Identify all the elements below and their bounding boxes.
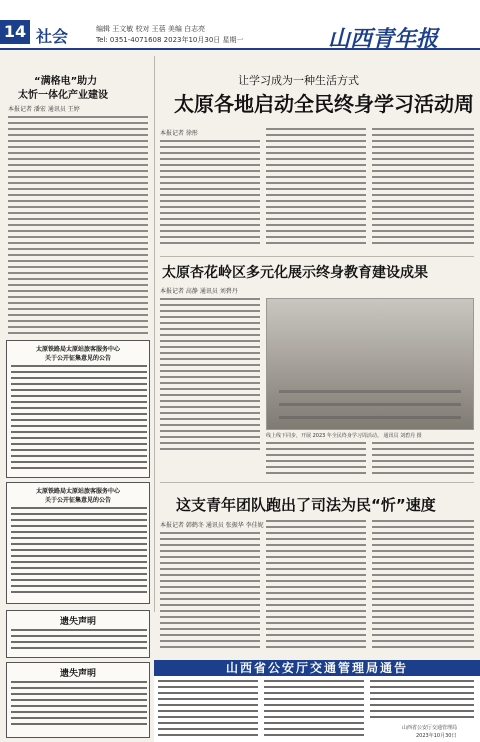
masthead-logo: 山西青年报 — [328, 26, 439, 52]
telephone-date-line: Tel: 0351-4071608 2023年10月30日 星期一 — [96, 36, 244, 44]
left-article-body — [8, 116, 148, 338]
lost-notice-2-title: 遗失声明 — [59, 669, 96, 679]
lost-notice-1-title: 遗失声明 — [59, 617, 96, 627]
section-divider-2 — [160, 482, 474, 483]
left-notice-box — [6, 340, 150, 478]
third-article-byline: 本报记者 韩鹤冬 通讯员 张振华 李佳妮 — [160, 522, 264, 529]
third-article-body-col3 — [372, 520, 474, 656]
left-notice-title: 太原铁路局太原站旅客服务中心 — [35, 346, 120, 353]
section-divider-1 — [160, 256, 474, 257]
photo-audience-row — [279, 403, 460, 406]
second-article-photo — [266, 298, 474, 430]
main-article-byline: 本报记者 徐彤 — [160, 130, 198, 137]
column-divider — [154, 56, 155, 612]
left-article-title-1: “满格电”助力 — [34, 76, 98, 87]
lost-notice-1-body — [11, 629, 147, 657]
traffic-notice-body-col2 — [264, 680, 364, 740]
second-article-photo-caption: 线上线下同步，开展 2023 年全民终身学习周活动。 通讯员 刘碧丹 摄 — [266, 433, 422, 439]
right-notice-subtitle: 关于公开征集意见的公告 — [44, 497, 111, 504]
main-article-body-col3 — [372, 128, 474, 252]
traffic-notice-body-col3 — [370, 680, 474, 722]
photo-audience-row — [279, 390, 460, 393]
traffic-notice-signature: 山西省公安厅交通管理局 — [402, 725, 458, 731]
traffic-notice-body-col1 — [158, 680, 258, 740]
right-notice-title: 太原铁路局太原站旅客服务中心 — [35, 488, 120, 495]
page-number: 14 — [0, 20, 30, 44]
right-notice-body — [11, 507, 147, 601]
left-notice-subtitle: 关于公开征集意见的公告 — [44, 355, 111, 362]
left-article-byline: 本报记者 潘宏 通讯员 王婷 — [8, 106, 80, 113]
page-header — [0, 0, 480, 50]
photo-audience-row — [279, 416, 460, 419]
main-article-headline: 太原各地启动全民终身学习活动周 — [174, 92, 474, 116]
traffic-notice-title: 山西省公安厅交通管理局通告 — [154, 660, 480, 676]
editors-line: 编辑 王文敏 校对 王蓓 美编 白志亮 — [96, 25, 206, 33]
traffic-notice-date: 2023年10月30日 — [416, 733, 457, 739]
left-article-title-2: 太忻一体化产业建设 — [18, 90, 108, 101]
left-notice-body — [11, 365, 147, 475]
third-article-body-col2 — [266, 520, 366, 656]
lost-notice-1 — [6, 610, 150, 658]
lost-notice-2 — [6, 662, 150, 738]
main-article-body-col1 — [160, 140, 260, 252]
second-article-body-col3 — [372, 442, 474, 478]
second-article-body-col1 — [160, 298, 260, 454]
second-article-headline: 太原杏花岭区多元化展示终身教育建设成果 — [162, 265, 428, 281]
right-notice-box — [6, 482, 150, 604]
third-article-headline: 这支青年团队跑出了司法为民“忻”速度 — [176, 496, 436, 514]
section-name: 社会 — [36, 27, 69, 46]
main-article-body-col2 — [266, 128, 366, 252]
second-article-byline: 本报记者 高静 通讯员 刘碧丹 — [160, 288, 238, 295]
main-article-kicker: 让学习成为一种生活方式 — [238, 74, 359, 87]
second-article-body-col2 — [266, 442, 366, 478]
lost-notice-2-body — [11, 681, 147, 735]
third-article-body-col1 — [160, 532, 260, 656]
